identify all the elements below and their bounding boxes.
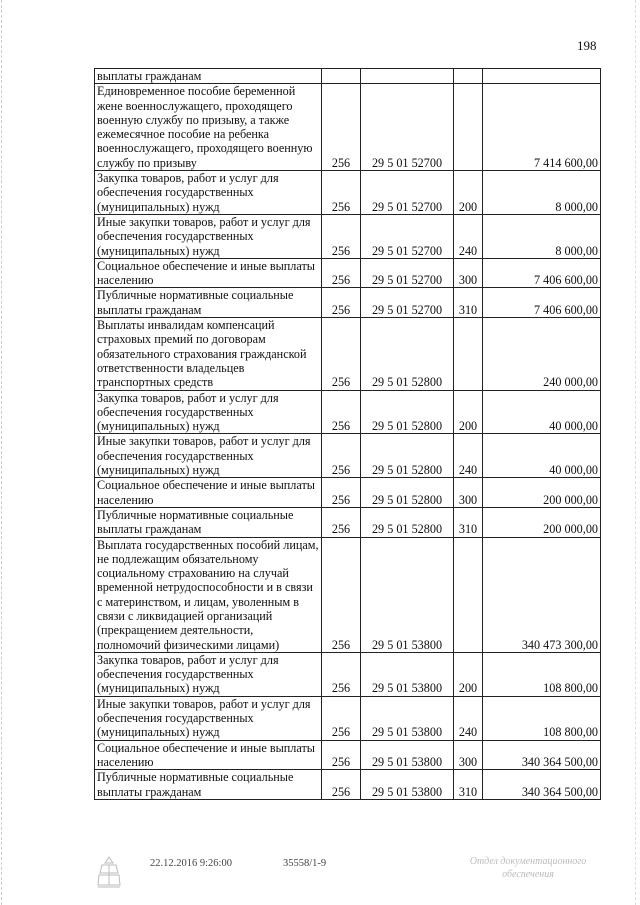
row-code-cell: 256	[322, 258, 361, 288]
page-footer	[0, 855, 640, 895]
row-vr-cell: 200	[454, 652, 483, 696]
watermark-line-2: обеспечения	[502, 869, 554, 880]
row-name-cell: Иные закупки товаров, работ и услуг для обеспечения государственных (муниципальных) нужд	[95, 214, 322, 258]
row-code-cell: 256	[322, 740, 361, 770]
row-code-cell: 256	[322, 507, 361, 537]
row-code-cell: 256	[322, 537, 361, 652]
row-name-cell: Выплата государственных пособий лицам, не подлежащим обязательному социальному страхованию на случай временной нетрудоспособности и в связи с материнством, и лицам, уволенным в связи с ликвидацией организаций (прекращением деятельности, полномочий физическими лицами)	[95, 537, 322, 652]
table-row	[95, 390, 601, 434]
row-vr-cell: 310	[454, 507, 483, 537]
row-vr-cell: 240	[454, 214, 483, 258]
row-csr-cell: 29 5 01 53800	[361, 537, 454, 652]
row-vr-cell: 300	[454, 478, 483, 508]
row-code-cell: 256	[322, 214, 361, 258]
footer-date: 22.12.2016 9:26:00	[150, 858, 232, 869]
row-csr-cell: 29 5 01 52800	[361, 478, 454, 508]
row-sum-cell	[483, 69, 601, 84]
table-row	[95, 318, 601, 390]
table-row	[95, 740, 601, 770]
budget-table	[94, 68, 601, 800]
row-name-cell: Социальное обеспечение и иные выплаты населению	[95, 258, 322, 288]
row-sum-cell: 240 000,00	[483, 318, 601, 390]
row-code-cell: 256	[322, 84, 361, 171]
row-name-cell: Публичные нормативные социальные выплаты гражданам	[95, 507, 322, 537]
table-row	[95, 288, 601, 318]
scan-edge-right	[635, 0, 637, 905]
row-name-cell: Закупка товаров, работ и услуг для обеспечения государственных (муниципальных) нужд	[95, 171, 322, 215]
table-row	[95, 171, 601, 215]
footer-watermark	[448, 855, 608, 881]
row-sum-cell: 7 406 600,00	[483, 258, 601, 288]
row-code-cell: 256	[322, 318, 361, 390]
row-name-cell: выплаты гражданам	[95, 69, 322, 84]
row-vr-cell	[454, 84, 483, 171]
row-name-cell: Публичные нормативные социальные выплаты гражданам	[95, 770, 322, 800]
row-code-cell: 256	[322, 288, 361, 318]
row-code-cell: 256	[322, 434, 361, 478]
row-name-cell: Социальное обеспечение и иные выплаты населению	[95, 478, 322, 508]
row-code-cell: 256	[322, 478, 361, 508]
table-row	[95, 652, 601, 696]
row-sum-cell: 108 800,00	[483, 696, 601, 740]
table-row	[95, 214, 601, 258]
scan-edge-left	[1, 0, 3, 905]
row-vr-cell: 240	[454, 696, 483, 740]
row-sum-cell: 7 406 600,00	[483, 288, 601, 318]
row-sum-cell: 340 364 500,00	[483, 770, 601, 800]
row-csr-cell	[361, 69, 454, 84]
row-csr-cell: 29 5 01 52700	[361, 288, 454, 318]
emblem-icon	[96, 855, 122, 889]
row-csr-cell: 29 5 01 52700	[361, 171, 454, 215]
row-vr-cell	[454, 69, 483, 84]
row-name-cell: Закупка товаров, работ и услуг для обеспечения государственных (муниципальных) нужд	[95, 652, 322, 696]
table-row	[95, 478, 601, 508]
row-sum-cell: 40 000,00	[483, 434, 601, 478]
row-code-cell: 256	[322, 652, 361, 696]
row-vr-cell	[454, 537, 483, 652]
row-vr-cell: 300	[454, 740, 483, 770]
table-row	[95, 434, 601, 478]
row-name-cell: Выплаты инвалидам компенсаций страховых премий по договорам обязательного страхования гражданской ответственности владельцев транспортных средств	[95, 318, 322, 390]
table-row	[95, 696, 601, 740]
row-sum-cell: 200 000,00	[483, 507, 601, 537]
row-csr-cell: 29 5 01 52800	[361, 434, 454, 478]
table-row	[95, 84, 601, 171]
row-code-cell: 256	[322, 171, 361, 215]
row-vr-cell: 240	[454, 434, 483, 478]
row-sum-cell: 200 000,00	[483, 478, 601, 508]
row-sum-cell: 340 364 500,00	[483, 740, 601, 770]
row-code-cell: 256	[322, 770, 361, 800]
row-csr-cell: 29 5 01 52700	[361, 214, 454, 258]
row-name-cell: Публичные нормативные социальные выплаты гражданам	[95, 288, 322, 318]
row-code-cell: 256	[322, 696, 361, 740]
row-vr-cell: 200	[454, 171, 483, 215]
row-name-cell: Иные закупки товаров, работ и услуг для обеспечения государственных (муниципальных) нужд	[95, 434, 322, 478]
table-row	[95, 258, 601, 288]
row-csr-cell: 29 5 01 52700	[361, 258, 454, 288]
row-csr-cell: 29 5 01 52800	[361, 390, 454, 434]
row-csr-cell: 29 5 01 53800	[361, 696, 454, 740]
table-row	[95, 770, 601, 800]
row-vr-cell: 200	[454, 390, 483, 434]
row-sum-cell: 8 000,00	[483, 171, 601, 215]
row-code-cell	[322, 69, 361, 84]
row-vr-cell	[454, 318, 483, 390]
row-name-cell: Единовременное пособие беременной жене военнослужащего, проходящего военную службу по призыву, а также ежемесячное пособие на ребенка военнослужащего, проходящего военную службу по призыву	[95, 84, 322, 171]
footer-doc-id: 35558/1-9	[283, 858, 327, 869]
table-row	[95, 69, 601, 84]
row-csr-cell: 29 5 01 53800	[361, 740, 454, 770]
row-sum-cell: 8 000,00	[483, 214, 601, 258]
row-csr-cell: 29 5 01 53800	[361, 652, 454, 696]
row-sum-cell: 108 800,00	[483, 652, 601, 696]
row-csr-cell: 29 5 01 52700	[361, 84, 454, 171]
row-csr-cell: 29 5 01 53800	[361, 770, 454, 800]
row-sum-cell: 340 473 300,00	[483, 537, 601, 652]
row-sum-cell: 7 414 600,00	[483, 84, 601, 171]
row-name-cell: Социальное обеспечение и иные выплаты населению	[95, 740, 322, 770]
row-sum-cell: 40 000,00	[483, 390, 601, 434]
row-vr-cell: 310	[454, 770, 483, 800]
row-vr-cell: 310	[454, 288, 483, 318]
page-number: 198	[577, 38, 597, 53]
table-row	[95, 537, 601, 652]
watermark-line-1: Отдел документационного	[469, 856, 587, 867]
row-name-cell: Закупка товаров, работ и услуг для обеспечения государственных (муниципальных) нужд	[95, 390, 322, 434]
row-name-cell: Иные закупки товаров, работ и услуг для обеспечения государственных (муниципальных) нужд	[95, 696, 322, 740]
row-csr-cell: 29 5 01 52800	[361, 507, 454, 537]
budget-table-body	[95, 69, 601, 800]
row-code-cell: 256	[322, 390, 361, 434]
table-row	[95, 507, 601, 537]
row-csr-cell: 29 5 01 52800	[361, 318, 454, 390]
row-vr-cell: 300	[454, 258, 483, 288]
